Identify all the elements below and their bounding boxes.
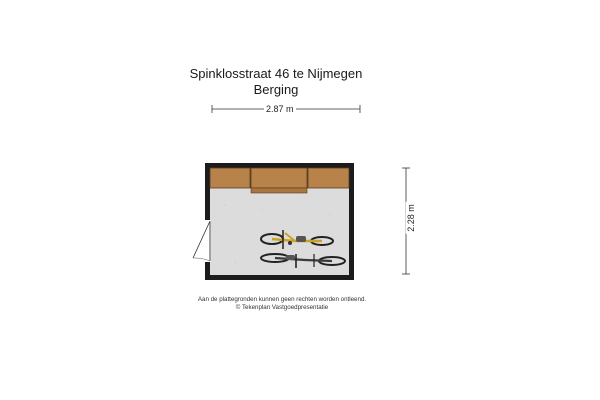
door-swing-icon bbox=[193, 220, 211, 262]
cabinet-left bbox=[210, 168, 250, 188]
plan-title-room: Berging bbox=[253, 82, 299, 97]
cabinet-middle-front bbox=[251, 188, 307, 193]
width-dimension-label: 2.87 m bbox=[266, 104, 294, 114]
disclaimer-text: Aan de plattegronden kunnen geen rechten worden ontleend. bbox=[197, 296, 367, 303]
copyright-text: © Tekenplan Vastgoedpresentatie bbox=[235, 304, 329, 311]
cabinet-right bbox=[308, 168, 349, 188]
height-dimension-label: 2.28 m bbox=[405, 204, 416, 232]
plan-title-address: Spinklosstraat 46 te Nijmegen bbox=[189, 66, 363, 81]
cabinet-middle bbox=[251, 168, 307, 188]
